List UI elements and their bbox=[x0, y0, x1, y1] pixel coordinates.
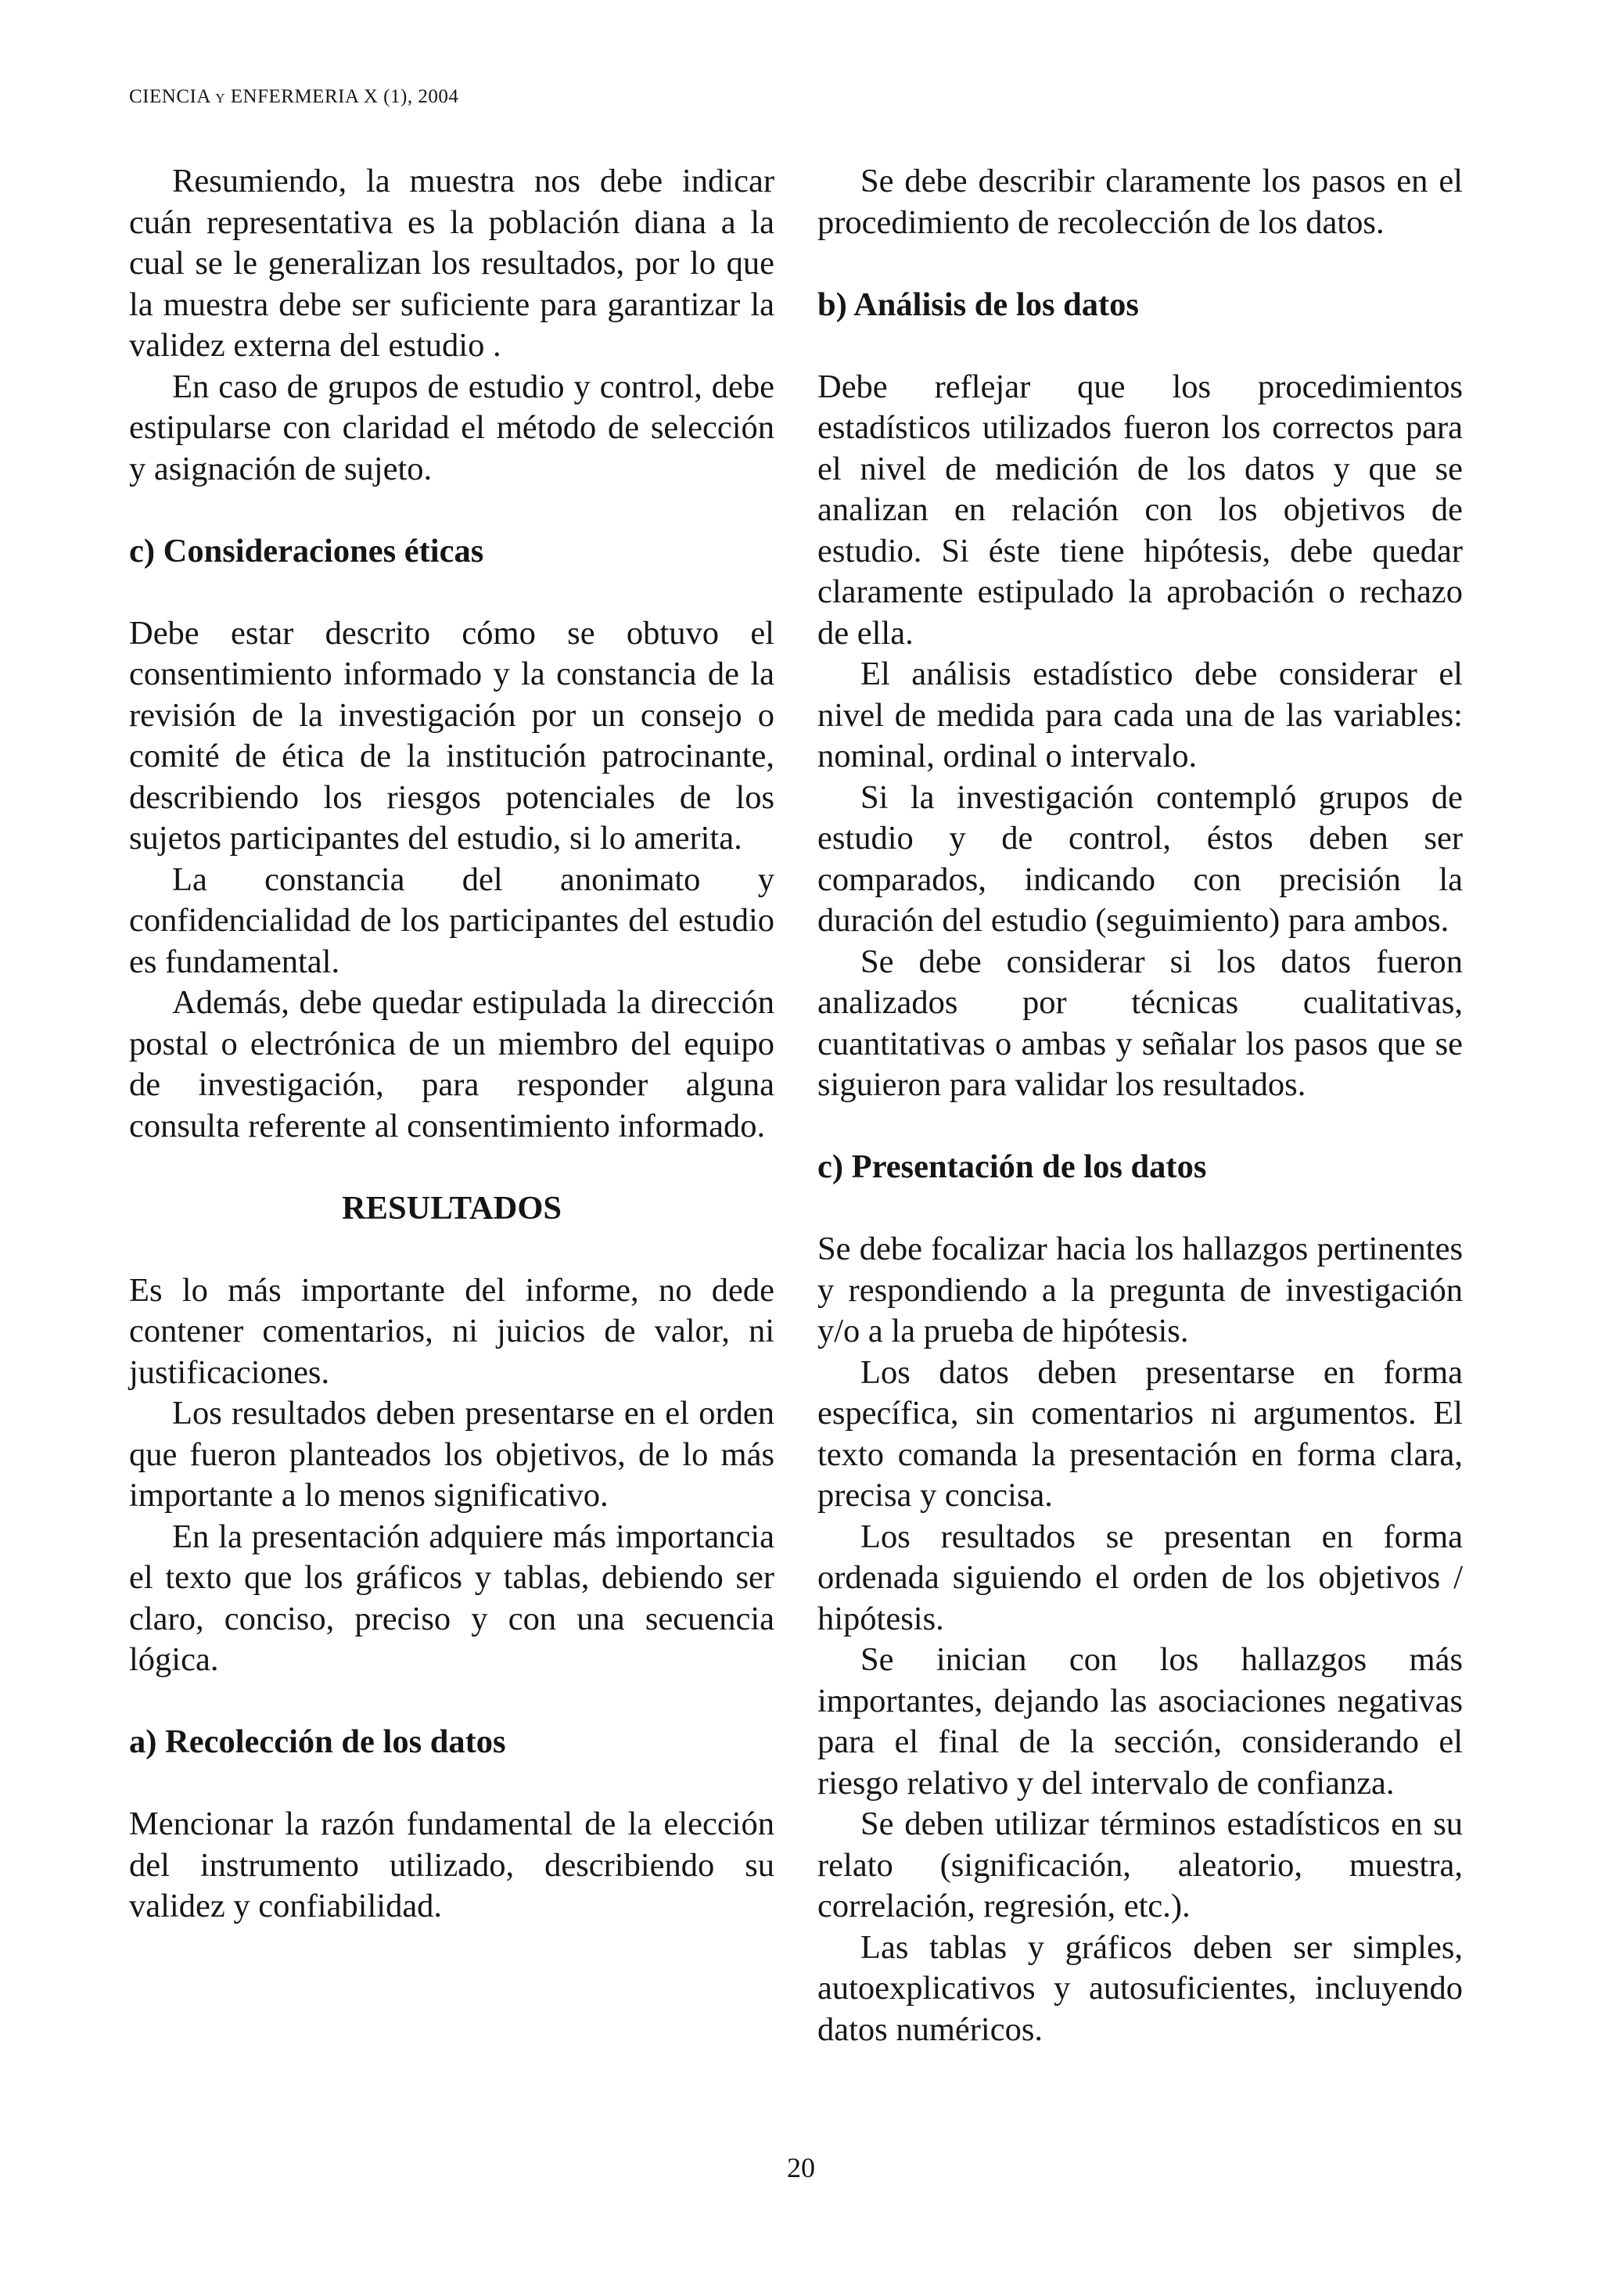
section-heading-consideraciones-eticas: c) Consideraciones éticas bbox=[129, 532, 484, 570]
paragraph: Debe reflejar que los procedimientos estadísticos utilizados fueron los correctos para el nivel de medición de los datos y que se analizan en relación con los objetivos de estudio. Si éste tiene hipótesis, debe quedar claramente estipulado la aprobación o rechazo de ella. bbox=[817, 368, 1463, 652]
left-column bbox=[129, 161, 774, 1928]
paragraph: Además, debe quedar estipulada la dirección postal o electrónica de un miembro del equipo de investigación, para responder alguna consulta referente al consentimiento informado. bbox=[129, 984, 774, 1144]
paragraph: Los resultados deben presentarse en el orden que fueron planteados los objetivos, de lo más importante a lo menos significativo. bbox=[129, 1395, 774, 1514]
paragraph: Se debe considerar si los datos fueron analizados por técnicas cualitativas, cuantitativas o ambas y señalar los pasos que se siguieron para validar los resultados. bbox=[817, 943, 1463, 1103]
journal-title-part1: CIENCIA bbox=[129, 86, 216, 107]
paragraph: En la presentación adquiere más importancia el texto que los gráficos y tablas, debiendo ser claro, conciso, preciso y con una secuencia lógica. bbox=[129, 1518, 774, 1678]
paragraph: Si la investigación contempló grupos de estudio y de control, éstos deben ser comparados, indicando con precisión la duración del estudio (seguimiento) para ambos. bbox=[817, 778, 1463, 939]
section-heading-recoleccion: a) Recolección de los datos bbox=[129, 1723, 506, 1760]
paragraph: Los resultados se presentan en forma ordenada siguiendo el orden de los objetivos / hipótesis. bbox=[817, 1518, 1463, 1637]
journal-title-conjunction: Y bbox=[215, 91, 226, 106]
section-heading-presentacion: c) Presentación de los datos bbox=[817, 1148, 1207, 1185]
paragraph: Se deben utilizar términos estadísticos en su relato (significación, aleatorio, muestra, correlación, regresión, etc.). bbox=[817, 1806, 1463, 1924]
running-header bbox=[129, 86, 458, 108]
section-heading-analisis: b) Análisis de los datos bbox=[817, 286, 1139, 323]
journal-title-part2: ENFERMERIA X (1), 2004 bbox=[225, 86, 459, 107]
paragraph: Mencionar la razón fundamental de la elección del instrumento utilizado, describiendo su validez y confiabilidad. bbox=[129, 1806, 774, 1924]
page-number: 20 bbox=[787, 2152, 815, 2183]
paragraph: Los datos deben presentarse en forma específica, sin comentarios ni argumentos. El texto comanda la presentación en forma clara, precisa y concisa. bbox=[817, 1353, 1463, 1514]
paragraph: Es lo más importante del informe, no dede contener comentarios, ni juicios de valor, ni justificaciones. bbox=[129, 1271, 774, 1391]
section-heading-resultados: RESULTADOS bbox=[341, 1189, 562, 1227]
paragraph: El análisis estadístico debe considerar el nivel de medida para cada una de las variables: nominal, ordinal o intervalo. bbox=[817, 656, 1463, 774]
paragraph: Debe estar descrito cómo se obtuvo el consentimiento informado y la constancia de la revisión de la investigación por un consejo o comité de ética de la institución patrocinante, describiendo los riesgos potenciales de los sujetos participantes del estudio, si lo amerita. bbox=[129, 614, 774, 857]
paragraph: Las tablas y gráficos deben ser simples, autoexplicativos y autosuficientes, incluyendo datos numéricos. bbox=[817, 1928, 1463, 2048]
paragraph: En caso de grupos de estudio y control, debe estipularse con claridad el método de selección y asignación de sujeto. bbox=[129, 368, 774, 487]
paragraph: Se debe describir claramente los pasos en el procedimiento de recolección de los datos. bbox=[817, 163, 1463, 241]
paragraph: La constancia del anonimato y confidencialidad de los participantes del estudio es fundamental. bbox=[129, 861, 774, 980]
paragraph: Se debe focalizar hacia los hallazgos pertinentes y respondiendo a la pregunta de investigación y/o a la prueba de hipótesis. bbox=[817, 1231, 1463, 1349]
paragraph: Se inician con los hallazgos más importantes, dejando las asociaciones negativas para el final de la sección, considerando el riesgo relativo y del intervalo de confianza. bbox=[817, 1641, 1463, 1802]
right-column bbox=[817, 161, 1463, 2050]
paragraph: Resumiendo, la muestra nos debe indicar cuán representativa es la población diana a la cual se le generalizan los resultados, por lo que la muestra debe ser suficiente para garantizar la validez externa del estudio . bbox=[129, 163, 774, 364]
